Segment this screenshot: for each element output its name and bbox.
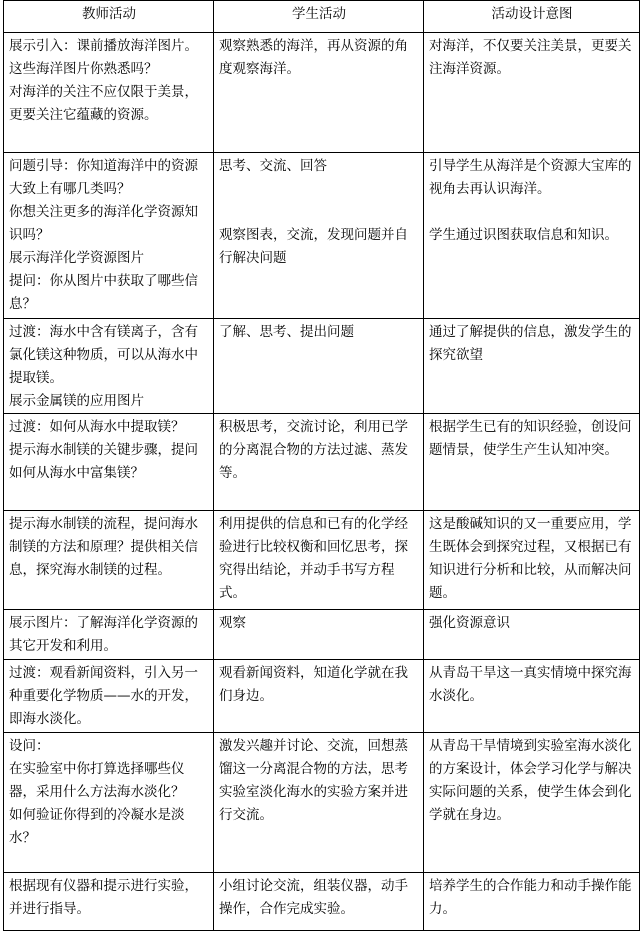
- cell-text: 提示海水制镁的关键步骤，提问如何从海水中富集镁？: [9, 442, 198, 481]
- table-row: [4, 733, 640, 873]
- design-intent-cell: [424, 414, 640, 511]
- cell-text: 根据学生已有的知识经验，创设问题情景，使学生产生认知冲突。: [429, 419, 632, 458]
- table-row: [4, 414, 640, 511]
- cell-text: 根据现有仪器和提示进行实验，并进行指导。: [9, 878, 198, 917]
- cell-text: 你想关注更多的海洋化学资源知识吗？: [9, 204, 198, 243]
- design-intent-cell: [424, 153, 640, 319]
- header-student-activity: 学生活动: [214, 1, 424, 33]
- cell-text: 展示图片：了解海洋化学资源的其它开发和利用。: [9, 615, 198, 654]
- cell-text: 强化资源意识: [429, 615, 510, 631]
- design-intent-cell: [424, 733, 640, 873]
- table-row: [4, 153, 640, 319]
- design-intent-cell: [424, 610, 640, 660]
- teacher-activity-cell: [4, 873, 214, 931]
- cell-text: 如何验证你得到的冷凝水是淡水？: [9, 807, 185, 846]
- cell-text: 激发兴趣并讨论、交流，回想蒸馏这一分离混合物的方法，思考实验室淡化海水的实验方案并进行交流。: [219, 738, 408, 823]
- header-row: [4, 1, 640, 33]
- teacher-activity-cell: [4, 660, 214, 733]
- cell-text: 问题引导：你知道海洋中的资源大致上有哪几类吗？: [9, 158, 198, 197]
- teacher-activity-cell: [4, 610, 214, 660]
- teacher-activity-cell: [4, 153, 214, 319]
- table-row: [4, 873, 640, 931]
- header-design-intent: 活动设计意图: [424, 1, 640, 33]
- student-activity-cell: [214, 153, 424, 319]
- cell-text: 对海洋，不仅要关注美景，更要关注海洋资源。: [429, 38, 632, 77]
- cell-text: 设问：: [9, 738, 50, 754]
- cell-text: 培养学生的合作能力和动手操作能力。: [429, 878, 632, 917]
- table-row: [4, 610, 640, 660]
- cell-text: 思考、交流、回答: [219, 158, 327, 174]
- cell-text: 利用提供的信息和已有的化学经验进行比较权衡和回忆思考，探究得出结论，并动手书写方程式。: [219, 516, 408, 601]
- cell-text: 在实验室中你打算选择哪些仪器，采用什么方法海水淡化？: [9, 761, 185, 800]
- table-row: [4, 511, 640, 610]
- table-row: [4, 33, 640, 153]
- design-intent-cell: [424, 319, 640, 414]
- cell-text: 这是酸碱知识的又一重要应用，学生既体会到探究过程，又根据已有知识进行分析和比较，从而解决问题。: [429, 516, 632, 601]
- spacer: [219, 178, 419, 201]
- design-intent-cell: [424, 511, 640, 610]
- cell-text: 对海洋的关注不应仅限于美景，更要关注它蕴藏的资源。: [9, 84, 198, 123]
- student-activity-cell: [214, 414, 424, 511]
- cell-text: 观察熟悉的海洋，再从资源的角度观察海洋。: [219, 38, 408, 77]
- teacher-activity-cell: [4, 319, 214, 414]
- header-teacher-activity: 教师活动: [4, 1, 214, 33]
- cell-text: 小组讨论交流，组装仪器，动手操作，合作完成实验。: [219, 878, 408, 917]
- design-intent-cell: [424, 873, 640, 931]
- cell-text: 这些海洋图片你熟悉吗？: [9, 61, 158, 77]
- cell-text: 过渡：观看新闻资料，引入另一种重要化学物质——水的开发，即海水淡化。: [9, 665, 198, 727]
- design-intent-cell: [424, 660, 640, 733]
- cell-text: 提示海水制镁的流程，提问海水制镁的方法和原理？提供相关信息，探究海水制镁的过程。: [9, 516, 198, 578]
- cell-text: 从青岛干旱这一真实情境中探究海水淡化。: [429, 665, 632, 704]
- cell-text: 展示金属镁的应用图片: [9, 393, 144, 409]
- cell-text: 引导学生从海洋是个资源大宝库的视角去再认识海洋。: [429, 158, 632, 197]
- student-activity-cell: [214, 511, 424, 610]
- teacher-activity-cell: [4, 733, 214, 873]
- cell-text: 学生通过识图获取信息和知识。: [429, 227, 618, 243]
- teacher-activity-cell: [4, 511, 214, 610]
- student-activity-cell: [214, 33, 424, 153]
- cell-text: 了解、思考、提出问题: [219, 324, 354, 340]
- design-intent-cell: [424, 33, 640, 153]
- student-activity-cell: [214, 660, 424, 733]
- student-activity-cell: [214, 319, 424, 414]
- table-row: [4, 319, 640, 414]
- spacer: [219, 201, 419, 224]
- table-row: [4, 660, 640, 733]
- cell-text: 通过了解提供的信息，激发学生的探究欲望: [429, 324, 632, 363]
- cell-text: 提问：你从图片中获取了哪些信息？: [9, 273, 198, 312]
- cell-text: 过渡：如何从海水中提取镁？: [9, 419, 185, 435]
- student-activity-cell: [214, 610, 424, 660]
- cell-text: 观看新闻资料，知道化学就在我们身边。: [219, 665, 408, 704]
- cell-text: 展示海洋化学资源图片: [9, 250, 144, 266]
- cell-text: 过渡：海水中含有镁离子，含有氯化镁这种物质，可以从海水中提取镁。: [9, 324, 198, 386]
- student-activity-cell: [214, 873, 424, 931]
- cell-text: 从青岛干旱情境到实验室海水淡化的方案设计，体会学习化学与解决实际问题的关系，使学生体会到化学就在身边。: [429, 738, 632, 823]
- lesson-plan-table: [3, 0, 640, 931]
- cell-text: 展示引入：课前播放海洋图片。: [9, 38, 198, 54]
- student-activity-cell: [214, 733, 424, 873]
- cell-text: 观察图表，交流，发现问题并自行解决问题: [219, 227, 408, 266]
- teacher-activity-cell: [4, 414, 214, 511]
- cell-text: 积极思考，交流讨论，利用已学的分离混合物的方法过滤、蒸发等。: [219, 419, 408, 481]
- cell-text: 观察: [219, 615, 246, 631]
- spacer: [429, 201, 635, 224]
- teacher-activity-cell: [4, 33, 214, 153]
